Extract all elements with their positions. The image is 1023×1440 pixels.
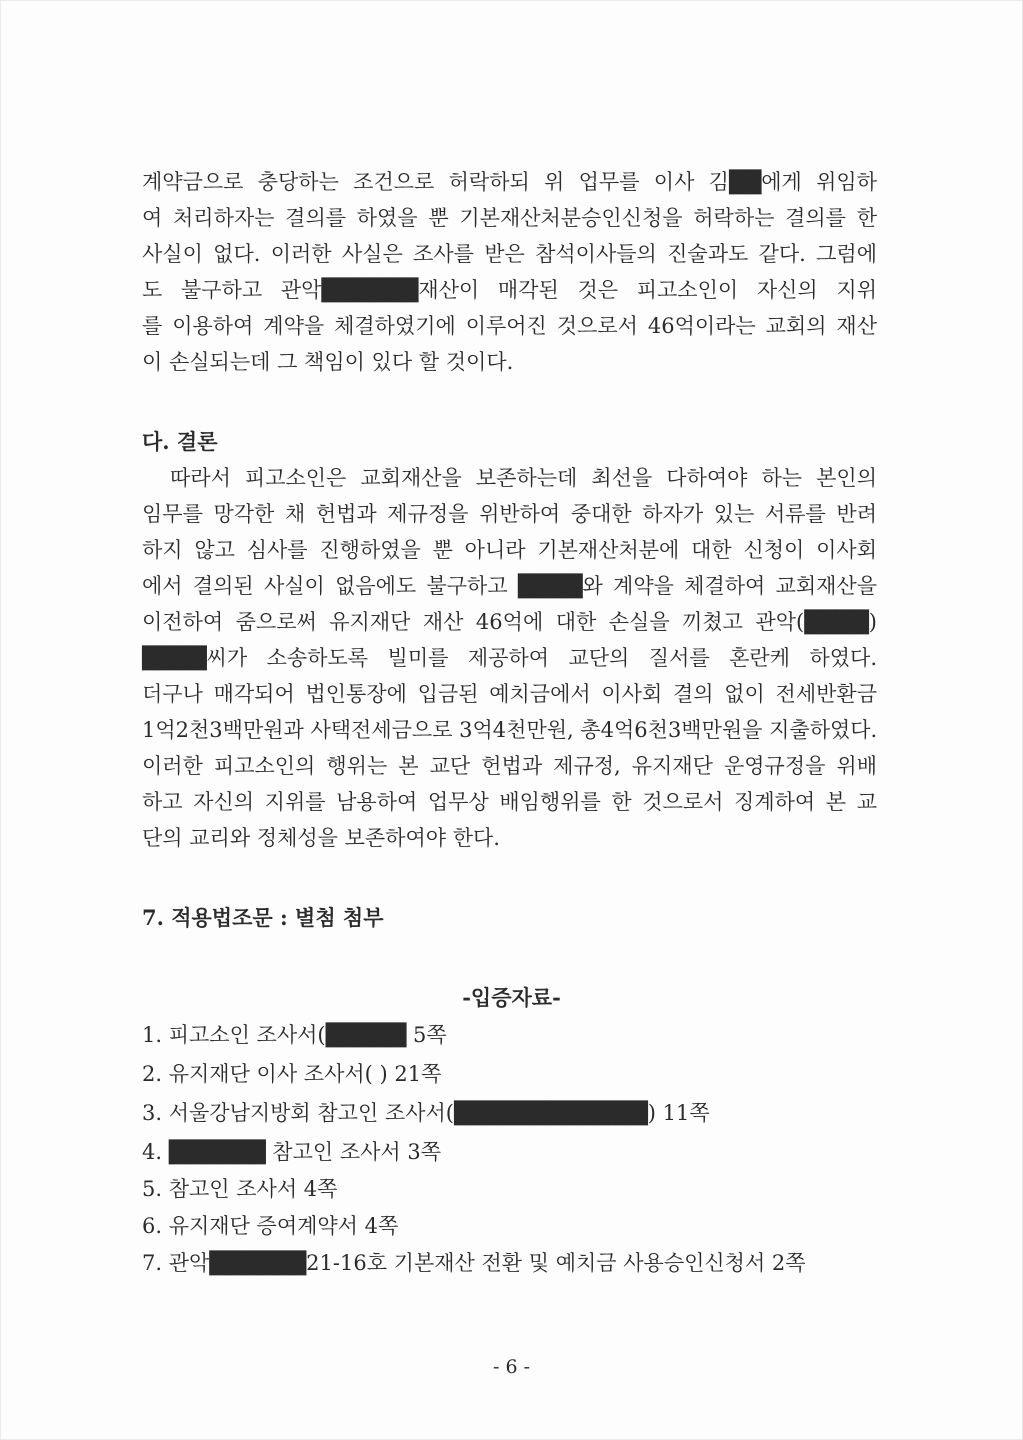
evidence-item: 1. 피고소인 조사서(█████ 5쪽 xyxy=(142,1023,447,1047)
section-heading-conclusion: 다. 결론 xyxy=(142,429,218,454)
section-heading-applicable-law: 7. 적용법조문 : 별첨 첨부 xyxy=(142,905,384,930)
body-text-line: 이전하여 줌으로써 유지재단 재산 46억에 대한 손실을 끼쳤고 관악(████) xyxy=(142,610,877,634)
evidence-item: 4. ██████ 참고인 조사서 3쪽 xyxy=(142,1140,441,1164)
evidence-item: 7. 관악██████21-16호 기본재산 전환 및 예치금 사용승인신청서 2쪽 xyxy=(142,1251,806,1275)
evidence-item: 6. 유지재단 증여계약서 4쪽 xyxy=(142,1214,399,1238)
body-text-line: 1억2천3백만원과 사택전세금으로 3억4천만원, 총4억6천3백만원을 지출하였다. xyxy=(142,718,878,742)
body-text-line: 단의 교리와 정체성을 보존하여야 한다. xyxy=(142,826,500,850)
body-text-line: 이 손실되는데 그 책임이 있다 할 것이다. xyxy=(142,350,514,374)
body-text-line: ████씨가 소송하도록 빌미를 제공하여 교단의 질서를 혼란케 하였다. xyxy=(142,646,877,670)
body-text-line: 도 불구하고 관악██████재산이 매각된 것은 피고소인이 자신의 지위 xyxy=(142,278,877,302)
evidence-item: 5. 참고인 조사서 4쪽 xyxy=(142,1177,338,1201)
body-text-line: 따라서 피고소인은 교회재산을 보존하는데 최선을 다하여야 하는 본인의 xyxy=(170,466,877,490)
body-text-line: 여 처리하자는 결의를 하였을 뿐 기본재산처분승인신청을 허락하는 결의를 한 xyxy=(142,206,877,230)
body-text-line: 이러한 피고소인의 행위는 본 교단 헌법과 제규정, 유지재단 운영규정을 위배 xyxy=(142,754,877,778)
evidence-item: 2. 유지재단 이사 조사서( ) 21쪽 xyxy=(142,1062,442,1086)
page-number: - 6 - xyxy=(492,1356,530,1378)
evidence-title: -입증자료- xyxy=(462,985,561,1010)
evidence-item: 3. 서울강남지방회 참고인 조사서(████████████) 11쪽 xyxy=(142,1101,710,1125)
body-text-line: 하고 자신의 지위를 남용하여 업무상 배임행위를 한 것으로서 징계하여 본 교 xyxy=(142,790,877,814)
body-text-line: 임무를 망각한 채 헌법과 제규정을 위반하여 중대한 하자가 있는 서류를 반려 xyxy=(142,502,877,526)
body-text-line: 사실이 없다. 이러한 사실은 조사를 받은 참석이사들의 진술과도 같다. 그럼에 xyxy=(142,242,877,266)
body-text-line: 계약금으로 충당하는 조건으로 허락하되 위 업무를 이사 김██에게 위임하 xyxy=(142,170,877,194)
body-text-line: 를 이용하여 계약을 체결하였기에 이루어진 것으로서 46억이라는 교회의 재산 xyxy=(142,314,877,338)
body-text-line: 에서 결의된 사실이 없음에도 불구하고 ████와 계약을 체결하여 교회재산을 xyxy=(142,574,877,598)
body-text-line: 더구나 매각되어 법인통장에 입금된 예치금에서 이사회 결의 없이 전세반환금 xyxy=(142,682,877,706)
body-text-line: 하지 않고 심사를 진행하였을 뿐 아니라 기본재산처분에 대한 신청이 이사회 xyxy=(142,538,877,562)
